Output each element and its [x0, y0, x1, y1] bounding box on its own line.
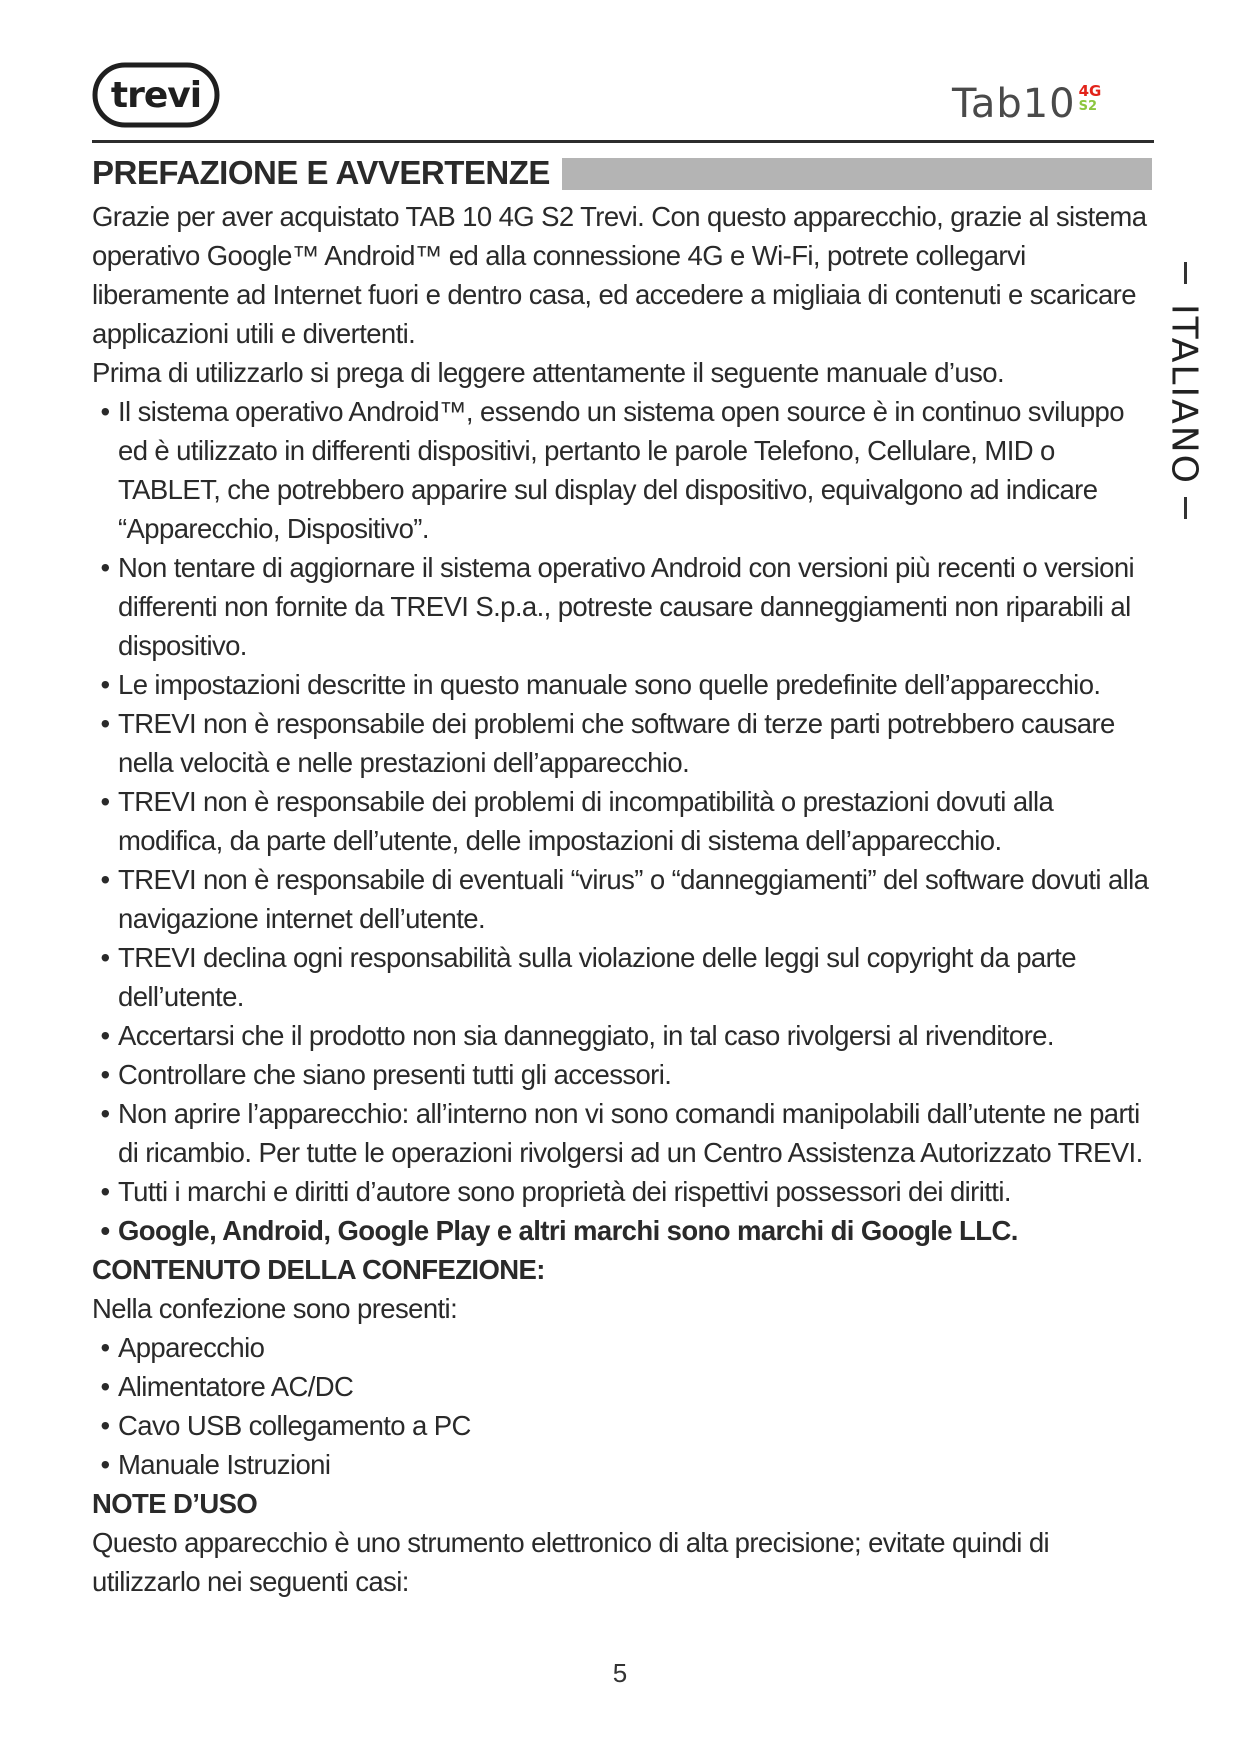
- bullet: •: [100, 942, 110, 973]
- bullet: •: [100, 1059, 110, 1090]
- bullet: •: [100, 1371, 110, 1402]
- trevi-logo: [92, 62, 220, 128]
- package-contents-heading: CONTENUTO DELLA CONFEZIONE:: [92, 1254, 545, 1285]
- section-title-band: [92, 154, 1152, 191]
- list-item: [92, 392, 1152, 548]
- model-name: Tab10: [952, 81, 1076, 127]
- list-item-text: TREVI non è responsabile dei problemi di incompatibilità o prestazioni dovuti alla modifica, da parte dell’utente, delle impostazioni di sistema dell’apparecchio.: [118, 786, 1054, 856]
- bullet: •: [100, 1449, 110, 1480]
- bullet: •: [100, 786, 110, 817]
- list-item-text: Non aprire l’apparecchio: all’interno non vi sono comandi manipolabili dall’utente ne parti di ricambio. Per tutte le operazioni rivolgersi ad un Centro Assistenza Autorizzato TREVI.: [118, 1098, 1143, 1168]
- package-item-text: Manuale Istruzioni: [118, 1449, 331, 1480]
- package-item: [92, 1328, 1152, 1367]
- model-badge-s2: S2: [1078, 99, 1098, 114]
- usage-notes-text: Questo apparecchio è uno strumento elettronico di alta precisione; evitate quindi di utilizzarlo nei seguenti casi:: [92, 1527, 1050, 1597]
- bullet: •: [100, 864, 110, 895]
- list-item: [92, 860, 1152, 938]
- language-label: ITALIANO: [1163, 303, 1205, 485]
- page-body: [92, 197, 1152, 1601]
- list-item-text: TREVI non è responsabile di eventuali “virus” o “danneggiamenti” del software dovuti alla navigazione internet dell’utente.: [118, 864, 1149, 934]
- usage-notes-heading: NOTE D’USO: [92, 1488, 258, 1519]
- bullet: •: [100, 708, 110, 739]
- section-title: PREFAZIONE E AVVERTENZE: [92, 154, 562, 192]
- list-item: [92, 938, 1152, 1016]
- trademark-notice-text: Google, Android, Google Play e altri marchi sono marchi di Google LLC.: [118, 1215, 1018, 1246]
- list-item: [92, 665, 1152, 704]
- bullet: •: [100, 1215, 110, 1246]
- package-item-text: Alimentatore AC/DC: [118, 1371, 354, 1402]
- list-item-text: Non tentare di aggiornare il sistema operativo Android con versioni più recenti o versioni differenti non fornite da TREVI S.p.a., potreste causare danneggiamenti non riparabili al dispositivo.: [118, 552, 1135, 661]
- header-divider: [92, 140, 1154, 143]
- bullet: •: [100, 1020, 110, 1051]
- list-item: [92, 782, 1152, 860]
- list-item: [92, 548, 1152, 665]
- bullet: •: [100, 552, 110, 583]
- list-item: [92, 704, 1152, 782]
- package-item: [92, 1367, 1152, 1406]
- page-number: 5: [612, 1658, 628, 1688]
- package-item-text: Apparecchio: [118, 1332, 265, 1363]
- list-item-text: Accertarsi che il prodotto non sia danneggiato, in tal caso rivolgersi al rivenditore.: [118, 1020, 1054, 1051]
- model-badge: [1079, 84, 1102, 113]
- language-tab: [1158, 262, 1208, 520]
- bullet: •: [100, 1410, 110, 1441]
- list-item-text: Controllare che siano presenti tutti gli accessori.: [118, 1059, 672, 1090]
- list-item: [92, 1172, 1152, 1211]
- trademark-notice: [92, 1211, 1152, 1250]
- list-item-text: Il sistema operativo Android™, essendo un sistema open source è in continuo sviluppo ed è utilizzato in differenti dispositivi, pertanto le parole Telefono, Cellulare, MID o TABLET, che potrebbero apparire sul display del dispositivo, equivalgono ad indicare “Apparecchio, Dispositivo”.: [118, 396, 1124, 544]
- model-logo: [952, 80, 1101, 128]
- bullet: •: [100, 1176, 110, 1207]
- package-contents-intro: Nella confezione sono presenti:: [92, 1293, 458, 1324]
- package-item-text: Cavo USB collegamento a PC: [118, 1410, 471, 1441]
- bullet: •: [100, 669, 110, 700]
- model-badge-4g: 4G: [1078, 82, 1102, 100]
- package-item: [92, 1445, 1152, 1484]
- bullet: •: [100, 1332, 110, 1363]
- language-tab-line-bottom: [1184, 497, 1187, 519]
- bullet: •: [100, 1098, 110, 1129]
- language-tab-line-top: [1184, 262, 1187, 284]
- list-item-text: TREVI non è responsabile dei problemi che software di terze parti potrebbero causare nella velocità e nelle prestazioni dell’apparecchio.: [118, 708, 1115, 778]
- list-item: [92, 1094, 1152, 1172]
- list-item: [92, 1016, 1152, 1055]
- list-item-text: Tutti i marchi e diritti d’autore sono proprietà dei rispettivi possessori dei diritti.: [118, 1176, 1011, 1207]
- logo-text: trevi: [110, 74, 202, 116]
- bullet: •: [100, 396, 110, 427]
- list-item-text: TREVI declina ogni responsabilità sulla violazione delle leggi sul copyright da parte dell’utente.: [118, 942, 1076, 1012]
- list-item: [92, 1055, 1152, 1094]
- package-item: [92, 1406, 1152, 1445]
- intro-paragraph: Grazie per aver acquistato TAB 10 4G S2 Trevi. Con questo apparecchio, grazie al sistema operativo Google™ Android™ ed alla connessione 4G e Wi-Fi, potrete collegarvi liberamente ad Internet fuori e dentro casa, ed accedere a migliaia di contenuti e scaricare applicazioni utili e divertenti.: [92, 201, 1147, 349]
- intro-note: Prima di utilizzarlo si prega di leggere attentamente il seguente manuale d’uso.: [92, 357, 1004, 388]
- list-item-text: Le impostazioni descritte in questo manuale sono quelle predefinite dell’apparecchio.: [118, 669, 1101, 700]
